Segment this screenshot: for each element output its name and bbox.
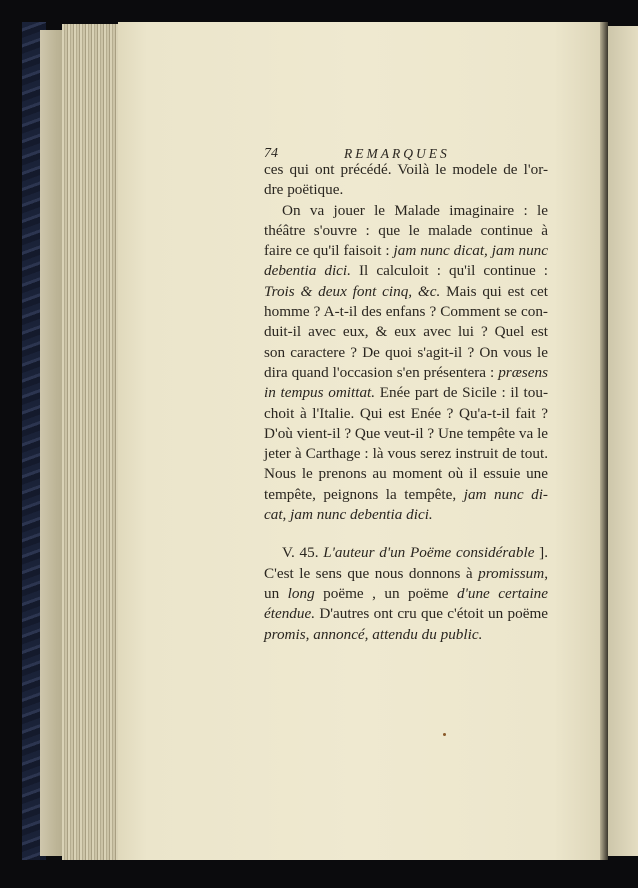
text-span: poëme , un poëme <box>314 584 458 602</box>
text-line <box>264 564 548 584</box>
text-line <box>264 201 548 221</box>
italic-text: Trois & deux font cinq, &c. <box>264 282 441 300</box>
text-span: D'autres ont cru que c'étoit un poëme <box>315 605 548 623</box>
text-line <box>264 282 548 302</box>
text-span: V. 45. <box>282 544 324 562</box>
text-line <box>264 625 548 645</box>
ink-speck <box>443 733 446 736</box>
text-line <box>264 343 548 363</box>
text-line <box>264 543 548 563</box>
paragraph-gap <box>264 525 548 543</box>
italic-text: cat, jam nunc debentia dici. <box>264 506 433 524</box>
text-line <box>264 505 548 525</box>
text-span: choit à l'Italie. Qui est Enée ? Qu'a-t-il fait ? <box>264 404 548 422</box>
text-line <box>264 261 548 281</box>
text-span: Enée part de Sicile : il tou- <box>375 384 548 402</box>
text-span: son caractere ? De quoi s'agit-il ? On vous le <box>264 343 548 361</box>
text-span: Nous le prenons au moment où il essuie une <box>264 465 548 483</box>
text-line <box>264 322 548 342</box>
text-line <box>264 302 548 322</box>
text-span: ces qui ont précédé. Voilà le modele de l'or- <box>264 161 548 178</box>
text-span: , <box>544 564 548 582</box>
text-line <box>264 604 548 624</box>
text-span: faire ce qu'il faisoit : <box>264 242 394 260</box>
text-line <box>264 424 548 444</box>
text-span: D'où vient-il ? Que veut-il ? Une tempête va le <box>264 424 549 442</box>
italic-text: præsens <box>498 363 548 381</box>
text-line <box>264 221 548 241</box>
italic-text: long <box>287 584 315 602</box>
gutter <box>600 22 608 860</box>
text-span: jeter à Carthage : là vous serez instruit de tout. <box>264 445 548 463</box>
page-edges <box>62 24 119 860</box>
text-line <box>264 383 548 403</box>
text-span: théâtre s'ouvre : que le malade continue à <box>264 221 548 239</box>
text-line <box>264 584 548 604</box>
text-span: C'est le sens que nous donnons à <box>264 564 479 582</box>
text-span: Mais qui est cet <box>440 282 548 300</box>
running-head: REMARQUES <box>344 146 450 161</box>
text-span: Il calculoit : qu'il continue : <box>350 262 548 280</box>
text-span: un <box>264 584 288 602</box>
text-line <box>264 485 548 505</box>
facing-page-edge <box>608 26 638 856</box>
text-line <box>264 241 548 261</box>
italic-text: jam nunc di- <box>463 485 548 503</box>
text-line <box>264 444 548 464</box>
text-line <box>264 464 548 484</box>
body-text <box>264 160 548 645</box>
italic-text: promis, annoncé, attendu du public. <box>264 625 483 643</box>
italic-text: debentia dici. <box>264 262 351 280</box>
page-header <box>264 142 548 160</box>
text-span: duit-il avec eux, & eux avec lui ? Quel est <box>264 323 548 341</box>
text-span: homme ? A-t-il des enfans ? Comment se con- <box>264 303 548 321</box>
page-text <box>264 142 548 645</box>
text-line <box>264 180 548 200</box>
italic-text: jam nunc dicat, jam nunc <box>393 242 548 260</box>
italic-text: d'une certaine <box>457 584 549 602</box>
italic-text: in tempus omittat. <box>264 384 376 402</box>
text-line <box>264 363 548 383</box>
italic-text: L'auteur d'un Poëme considérable <box>323 544 535 562</box>
text-span: On va jouer le Malade imaginaire : le <box>282 201 548 219</box>
page-number: 74 <box>264 146 278 161</box>
italic-text: promissum <box>478 564 545 582</box>
text-span: dre poëtique. <box>264 181 344 199</box>
text-line <box>264 404 548 424</box>
italic-text: étendue. <box>264 605 316 623</box>
text-span: dira quand l'occasion s'en présentera : <box>264 363 499 381</box>
text-span: ]. <box>534 544 548 562</box>
text-span: tempête, peignons la tempête, <box>264 485 464 503</box>
